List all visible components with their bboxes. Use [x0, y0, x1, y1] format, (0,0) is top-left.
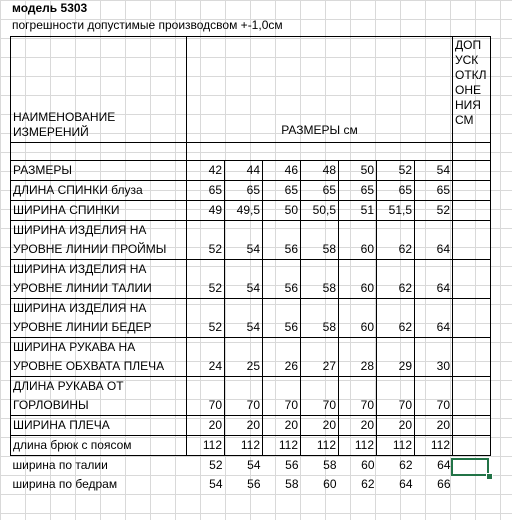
tolerance-cell[interactable] — [453, 181, 491, 201]
extra-value-cell[interactable]: 56 — [285, 458, 299, 472]
table-row — [11, 221, 491, 260]
size-value-cell[interactable]: 42 — [187, 161, 225, 181]
size-value-cell[interactable]: 60 — [339, 221, 377, 260]
size-value-cell[interactable]: 52 — [415, 201, 453, 221]
tol-line: НИЯ — [455, 98, 481, 112]
measurement-name-cell[interactable] — [11, 260, 187, 299]
measurement-name-line: ШИРИНА ПЛЕЧА — [13, 418, 110, 432]
size-value-cell[interactable]: 51 — [339, 201, 377, 221]
size-value-cell[interactable]: 70 — [339, 377, 377, 416]
size-value-cell[interactable]: 112 — [187, 436, 225, 456]
size-value-cell[interactable]: 48 — [301, 161, 339, 181]
size-value-cell[interactable]: 62 — [377, 299, 415, 338]
header-name-cell[interactable] — [11, 37, 187, 143]
size-value-cell[interactable]: 65 — [225, 181, 263, 201]
extra-value-cell[interactable]: 62 — [361, 477, 375, 491]
size-value-cell[interactable]: 58 — [301, 221, 339, 260]
size-value-cell[interactable]: 65 — [187, 181, 225, 201]
header-sizes-cell[interactable]: РАЗМЕРЫ см — [187, 37, 453, 143]
size-value-cell[interactable]: 60 — [339, 260, 377, 299]
size-value-cell[interactable]: 20 — [301, 416, 339, 436]
extra-name-cell[interactable]: ширина по талии — [12, 458, 108, 472]
size-value-cell[interactable]: 70 — [187, 377, 225, 416]
tolerance-cell[interactable] — [453, 260, 491, 299]
extra-value-cell[interactable]: 54 — [209, 477, 223, 491]
tolerance-cell[interactable] — [453, 161, 491, 181]
tolerance-cell[interactable] — [453, 436, 491, 456]
fill-handle[interactable] — [486, 473, 493, 480]
measurement-name-line: УРОВНЕ ЛИНИИ ТАЛИИ — [13, 281, 152, 295]
table-row — [11, 181, 491, 201]
size-value-cell[interactable]: 62 — [377, 221, 415, 260]
size-value-cell[interactable]: 52 — [377, 161, 415, 181]
measurement-name-cell[interactable] — [11, 181, 187, 201]
measurement-name-cell[interactable] — [11, 201, 187, 221]
size-value-cell[interactable]: 54 — [225, 260, 263, 299]
size-value-cell[interactable]: 65 — [301, 181, 339, 201]
model-title: модель 5303 — [12, 1, 88, 15]
size-value-cell[interactable]: 20 — [225, 416, 263, 436]
size-value-cell[interactable]: 70 — [377, 377, 415, 416]
size-value-cell[interactable]: 49 — [187, 201, 225, 221]
size-value-cell[interactable]: 51,5 — [377, 201, 415, 221]
extra-value-cell[interactable]: 54 — [247, 458, 261, 472]
tol-line: УСК — [455, 53, 479, 67]
measurement-name-cell[interactable] — [11, 338, 187, 377]
size-value-cell[interactable]: 24 — [187, 338, 225, 377]
size-value-cell[interactable]: 112 — [377, 436, 415, 456]
size-value-cell[interactable]: 70 — [415, 377, 453, 416]
selected-cell[interactable] — [451, 458, 489, 476]
size-value-cell[interactable]: 20 — [187, 416, 225, 436]
size-value-cell[interactable]: 56 — [263, 299, 301, 338]
size-value-cell[interactable]: 70 — [301, 377, 339, 416]
table-row — [11, 161, 491, 181]
size-value-cell[interactable]: 64 — [415, 299, 453, 338]
measurement-name-cell[interactable] — [11, 436, 187, 456]
size-value-cell[interactable]: 62 — [377, 260, 415, 299]
size-value-cell[interactable]: 52 — [187, 221, 225, 260]
extra-value-cell[interactable]: 64 — [437, 458, 451, 472]
tolerance-cell[interactable] — [453, 221, 491, 260]
size-value-cell[interactable]: 64 — [415, 221, 453, 260]
header-tolerance-cell[interactable] — [453, 37, 491, 143]
blank-cell[interactable] — [11, 143, 187, 161]
measurement-name-cell[interactable] — [11, 221, 187, 260]
extra-name-cell[interactable]: ширина по бедрам — [12, 477, 118, 491]
table-row — [11, 201, 491, 221]
extra-value-cell[interactable]: 58 — [285, 477, 299, 491]
size-value-cell[interactable]: 70 — [225, 377, 263, 416]
size-value-cell[interactable]: 25 — [225, 338, 263, 377]
tolerance-cell[interactable] — [453, 338, 491, 377]
tolerance-cell[interactable] — [453, 416, 491, 436]
size-value-cell[interactable]: 50 — [339, 161, 377, 181]
measurement-name-cell[interactable] — [11, 377, 187, 416]
measurement-name-line: ШИРИНА ИЗДЕЛИЯ НА — [13, 301, 147, 315]
size-value-cell[interactable]: 20 — [415, 416, 453, 436]
table-row — [11, 299, 491, 338]
size-value-cell[interactable]: 52 — [187, 299, 225, 338]
extra-row — [11, 475, 491, 494]
size-value-cell[interactable]: 46 — [263, 161, 301, 181]
measurement-name-line: УРОВНЕ ЛИНИИ БЕДЕР — [13, 320, 152, 334]
size-value-cell[interactable]: 29 — [377, 338, 415, 377]
size-value-cell[interactable]: 54 — [225, 221, 263, 260]
table-row — [11, 260, 491, 299]
extra-value-cell[interactable]: 52 — [209, 458, 223, 472]
size-value-cell[interactable]: 65 — [263, 181, 301, 201]
size-value-cell[interactable]: 112 — [415, 436, 453, 456]
tolerance-cell[interactable] — [453, 377, 491, 416]
size-value-cell[interactable]: 52 — [187, 260, 225, 299]
size-value-cell[interactable]: 56 — [263, 221, 301, 260]
size-value-cell[interactable]: 30 — [415, 338, 453, 377]
extra-value-cell[interactable]: 64 — [399, 477, 413, 491]
extra-value-cell[interactable]: 58 — [323, 458, 337, 472]
size-value-cell[interactable]: 54 — [415, 161, 453, 181]
measurement-name-line: ШИРИНА СПИНКИ — [13, 203, 120, 217]
size-value-cell[interactable]: 28 — [339, 338, 377, 377]
measurement-name-line: ДЛИНА СПИНКИ блуза — [13, 183, 143, 197]
measurement-name-cell[interactable] — [11, 299, 187, 338]
tolerance-cell[interactable] — [453, 299, 491, 338]
tolerance-note: погрешности допустимые производсвом +-1,0см — [12, 18, 283, 32]
size-value-cell[interactable]: 20 — [377, 416, 415, 436]
size-value-cell[interactable]: 112 — [339, 436, 377, 456]
table-row — [11, 436, 491, 456]
size-value-cell[interactable]: 56 — [263, 260, 301, 299]
table-row — [11, 416, 491, 436]
size-value-cell[interactable]: 64 — [415, 260, 453, 299]
size-value-cell[interactable]: 54 — [225, 299, 263, 338]
tol-line: ДОП — [455, 38, 482, 52]
size-value-cell[interactable]: 27 — [301, 338, 339, 377]
measurement-name-line: УРОВНЕ ОБХВАТА ПЛЕЧА — [13, 359, 165, 373]
blank-row — [11, 143, 491, 161]
measurement-name-cell[interactable] — [11, 161, 187, 181]
extra-row — [11, 456, 491, 476]
tol-line: ОТКЛ — [455, 68, 487, 82]
measurement-name-line: длина брюк с поясом — [13, 438, 132, 452]
extra-value-cell[interactable]: 56 — [247, 477, 261, 491]
size-value-cell[interactable]: 112 — [301, 436, 339, 456]
measurement-name-line: РАЗМЕРЫ — [13, 163, 72, 177]
size-value-cell[interactable]: 50 — [263, 201, 301, 221]
size-value-cell[interactable]: 60 — [339, 299, 377, 338]
size-value-cell[interactable]: 112 — [263, 436, 301, 456]
size-value-cell[interactable]: 65 — [377, 181, 415, 201]
size-value-cell[interactable]: 20 — [339, 416, 377, 436]
header-row — [11, 37, 491, 143]
measurement-table — [10, 36, 491, 494]
size-value-cell[interactable]: 58 — [301, 299, 339, 338]
table-row — [11, 377, 491, 416]
size-value-cell[interactable]: 20 — [263, 416, 301, 436]
header-name-line1: НАИМЕНОВАНИЕ — [13, 110, 116, 124]
measurement-name-line: ШИРИНА ИЗДЕЛИЯ НА — [13, 223, 147, 237]
size-value-cell[interactable]: 58 — [301, 260, 339, 299]
measurement-name-line: ДЛИНА РУКАВА ОТ — [13, 379, 124, 393]
size-value-cell[interactable]: 65 — [415, 181, 453, 201]
size-value-cell[interactable]: 44 — [225, 161, 263, 181]
extra-value-cell[interactable]: 60 — [323, 477, 337, 491]
size-value-cell[interactable]: 50,5 — [301, 201, 339, 221]
extra-value-cell[interactable]: 66 — [437, 477, 451, 491]
measurement-name-line: УРОВНЕ ЛИНИИ ПРОЙМЫ — [13, 242, 167, 256]
size-value-cell[interactable]: 70 — [263, 377, 301, 416]
tol-line: ОНЕ — [455, 83, 482, 97]
header-name-line2: ИЗМЕРЕНИЙ — [13, 125, 89, 139]
tol-line: СМ — [455, 113, 474, 127]
measurement-name-line: ГОРЛОВИНЫ — [13, 398, 89, 412]
table-row — [11, 338, 491, 377]
blank-cell[interactable] — [187, 143, 453, 161]
size-value-cell[interactable]: 112 — [225, 436, 263, 456]
size-value-cell[interactable]: 49,5 — [225, 201, 263, 221]
measurement-name-line: ШИРИНА ИЗДЕЛИЯ НА — [13, 262, 147, 276]
tolerance-cell[interactable] — [453, 201, 491, 221]
extra-value-cell[interactable]: 60 — [361, 458, 375, 472]
measurement-name-line: ШИРИНА РУКАВА НА — [13, 340, 136, 354]
blank-cell[interactable] — [453, 143, 491, 161]
measurement-name-cell[interactable] — [11, 416, 187, 436]
extra-empty-cell[interactable] — [453, 475, 491, 494]
extra-value-cell[interactable]: 62 — [399, 458, 413, 472]
size-value-cell[interactable]: 65 — [339, 181, 377, 201]
size-value-cell[interactable]: 26 — [263, 338, 301, 377]
